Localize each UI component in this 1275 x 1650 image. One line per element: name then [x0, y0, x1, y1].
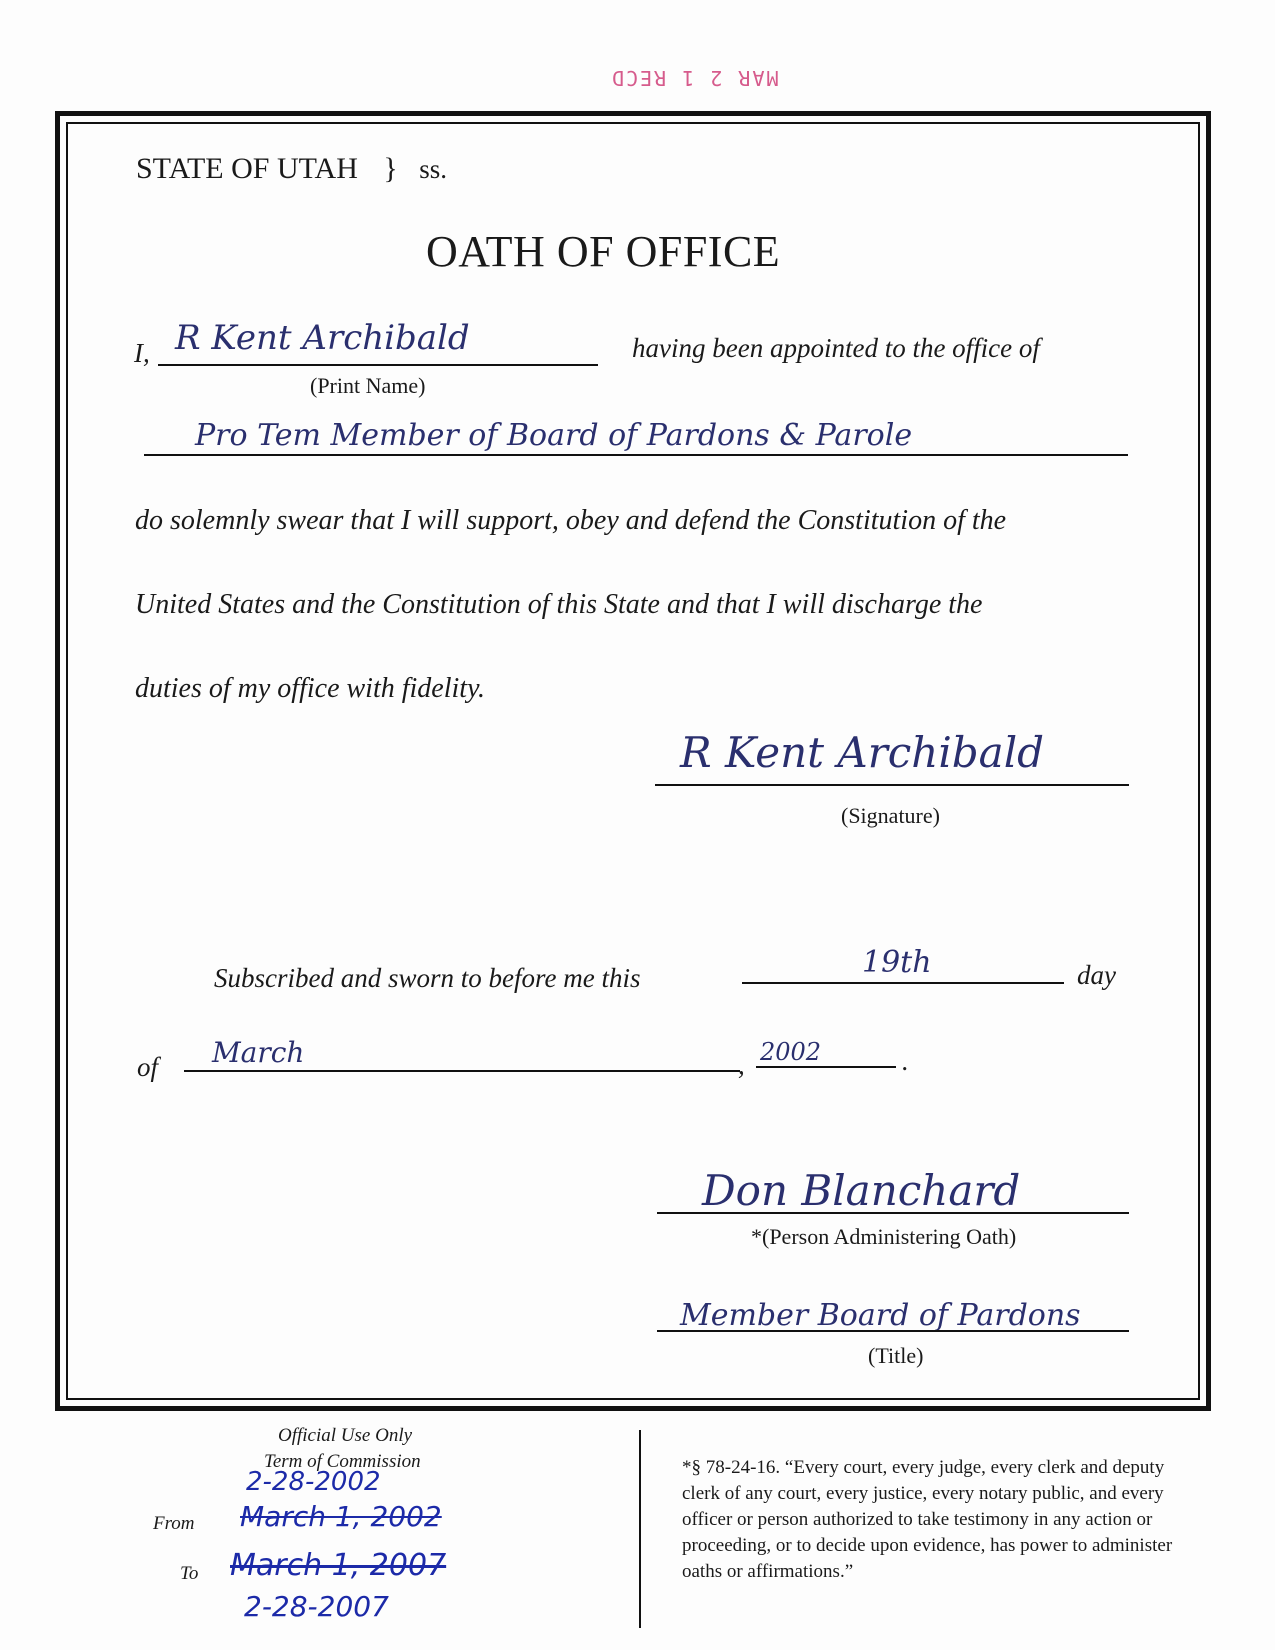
administrator-line — [657, 1212, 1129, 1214]
from-original-value: March 1, 2002 — [240, 1500, 442, 1533]
year-line — [756, 1066, 896, 1068]
month-value: March — [212, 1036, 305, 1069]
signature-value: R Kent Archibald — [680, 728, 1045, 777]
oath-body-line1: do solemnly swear that I will support, obey and defend the Constitution of the — [135, 505, 1007, 536]
print-name-line — [158, 364, 598, 366]
ss-label: ss. — [419, 154, 448, 184]
title-label: (Title) — [868, 1343, 924, 1368]
oath-prefix: I, — [134, 338, 150, 368]
administrator-signature: Don Blanchard — [702, 1166, 1021, 1215]
to-original-value: March 1, 2007 — [230, 1548, 447, 1583]
administrator-label: *(Person Administering Oath) — [751, 1224, 1017, 1249]
statute-footnote: *§ 78-24-16. “Every court, every judge, every clerk and deputy clerk of any court, every justice, every notary public, and every officer or person authorized to take testimony in any action or proceeding, or to decide upon evidence, has power to administer oaths or affirmations.” — [682, 1457, 1173, 1582]
brace: } — [383, 152, 398, 185]
received-stamp: MAR 2 1 RECD — [610, 66, 779, 90]
day-label: day — [1077, 960, 1116, 990]
signature-label: (Signature) — [841, 803, 940, 828]
signature-line — [655, 784, 1129, 786]
print-name-value: R Kent Archibald — [175, 318, 470, 358]
from-label: From — [153, 1513, 195, 1534]
subscribed-text: Subscribed and sworn to before me this — [214, 963, 641, 993]
office-line — [144, 454, 1128, 456]
administrator-title-value: Member Board of Pardons — [680, 1298, 1081, 1333]
oath-body-line3: duties of my office with fidelity. — [135, 673, 485, 704]
page-title: OATH OF OFFICE — [426, 227, 781, 276]
section-divider — [639, 1430, 641, 1628]
office-value: Pro Tem Member of Board of Pardons & Parole — [195, 418, 913, 453]
print-name-label: (Print Name) — [310, 373, 426, 398]
appointed-text: having been appointed to the office of — [632, 333, 1040, 363]
day-line — [742, 982, 1064, 984]
date-period: . — [902, 1046, 909, 1076]
month-line — [184, 1070, 740, 1072]
title-line — [657, 1330, 1129, 1332]
to-label: To — [180, 1563, 199, 1584]
state-name: STATE OF UTAH — [136, 152, 358, 185]
year-value: 2002 — [760, 1038, 822, 1066]
to-corrected-value: 2-28-2007 — [244, 1590, 389, 1623]
day-value: 19th — [862, 945, 932, 980]
date-comma: , — [738, 1050, 745, 1080]
oath-body-line2: United States and the Constitution of this State and that I will discharge the — [135, 589, 983, 620]
term-of-commission: Term of Commission — [264, 1451, 421, 1472]
state-heading — [136, 152, 447, 186]
official-use-heading: Official Use Only — [278, 1425, 413, 1446]
of-label: of — [137, 1052, 159, 1082]
from-corrected-value: 2-28-2002 — [246, 1467, 381, 1497]
